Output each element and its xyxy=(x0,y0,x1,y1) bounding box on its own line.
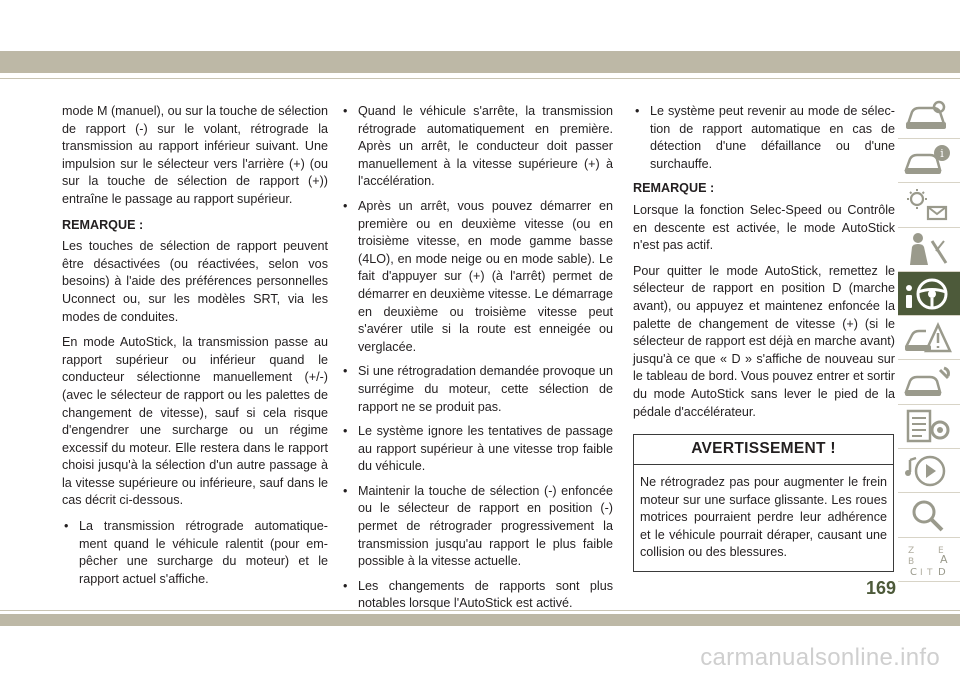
steering-wheel-icon xyxy=(902,275,952,312)
index-letter: C xyxy=(910,566,917,578)
index-letter: T xyxy=(927,567,933,578)
index-letter: D xyxy=(938,566,946,578)
warning-title: AVERTISSEMENT ! xyxy=(634,435,893,465)
multimedia-icon xyxy=(902,452,952,489)
paragraph: Lorsque la fonction Selec-Speed ou Contrôle en descente est activée, le mode AutoStick n'est pas actif. xyxy=(633,202,895,253)
search-index-icon xyxy=(902,497,952,534)
text-column-1 xyxy=(62,103,328,595)
bullet-item: • La transmission rétrograde automatiquement quand le véhicule ralentit (pour empêcher une surcharge du moteur) et le rapport actuel s'affiche. xyxy=(62,518,328,588)
chapter-tabs xyxy=(898,95,960,582)
paragraph: Les touches de sélection de rapport peuvent être désactivées (ou réactivées, selon vos besoins) à l'aide des préférences personnelles Uconnect ou, sur les modèles SRT, via les modes de conduites. xyxy=(62,239,328,324)
bullet-item: • Maintenir la touche de sélection (-) enfoncée ou le sélecteur de rapport en position (-) permet de rétrograder progressivement la transmission jusqu'au rapport le plus faible possible à la vitesse actuelle. xyxy=(341,483,613,571)
index-letter: Z xyxy=(908,545,915,556)
top-decorative-band xyxy=(0,51,960,73)
chapter-tab-active[interactable] xyxy=(898,272,960,315)
bullet-item: • Quand le véhicule s'arrête, la transmission rétrograde automatiquement en première. Après un arrêt, le conducteur doit passer manuellement à la vitesse supérieure (+) à l'accélération. xyxy=(341,103,613,191)
safety-seatbelt-icon xyxy=(902,231,952,268)
car-key-icon xyxy=(902,98,952,135)
page-number: 169 xyxy=(865,578,896,598)
index-letter: E xyxy=(938,545,944,556)
chapter-tab[interactable] xyxy=(898,361,960,404)
text-column-3 xyxy=(633,103,895,429)
paragraph: mode M (manuel), ou sur la touche de sélection de rapport (-) sur le volant, rétrograde la transmission au rapport inférieur suivant. Une impulsion sur le sélecteur vers l'arrière (+) (ou sur la touche de sélection de rapport (+)) entraîne le passage au rapport supérieur. xyxy=(62,104,329,206)
language-index-icon xyxy=(902,541,952,578)
bullet-item: • Le système peut revenir au mode de sélection de rapport automatique en cas de détection d'une défaillance ou d'une surchauffe. xyxy=(633,103,895,173)
chapter-tab[interactable] xyxy=(898,184,960,227)
index-letter: A xyxy=(940,552,948,566)
bullet-item: • Après un arrêt, vous pouvez démarrer en première ou en deuxième vitesse (ou en troisième vitesse, en mode gamme basse (4LO), en mode neige ou en mode sable). Le fait d'appuyer sur (+) (à l'arrêt) permet de démarrer en deuxième vitesse. Le démarrage en deuxième ou troisième vitesse peut s'avérer utile si la route est enneigée ou verglacée. xyxy=(341,198,613,356)
warning-triangle-icon xyxy=(902,319,952,356)
bullet-item: • Le système ignore les tentatives de passage au rapport supérieur à une vitesse trop faible du véhicule. xyxy=(341,423,613,476)
note-label: REMARQUE : xyxy=(633,181,715,196)
index-letter: I xyxy=(920,567,923,578)
car-info-icon xyxy=(902,142,952,179)
note-label: REMARQUE : xyxy=(62,217,144,232)
bottom-decorative-band xyxy=(0,614,960,626)
chapter-tab[interactable] xyxy=(898,538,960,581)
text-column-2 xyxy=(341,103,613,620)
dashboard-lights-icon xyxy=(902,187,952,224)
watermark: carmanualsonline.info xyxy=(700,644,940,671)
chapter-tab[interactable] xyxy=(898,405,960,448)
chapter-tab[interactable] xyxy=(898,95,960,138)
index-letter: B xyxy=(908,556,915,567)
service-checklist-icon xyxy=(902,408,952,445)
chapter-tab[interactable] xyxy=(898,449,960,492)
chapter-tab[interactable] xyxy=(898,228,960,271)
paragraph: En mode AutoStick, la transmission passe au rapport supérieur ou inférieur quand le conducteur sélectionne manuellement (+/-) (avec le sélecteur de rapport ou les palettes de changement de vitesse), sauf si cela risque d'engendrer une surcharge ou un régime excessif du moteur. Elle restera dans le rapport choisi jusqu'à la sélection d'un autre passage à la vitesse supérieure ou inférieure, sauf dans le cas décrit ci-dessous. xyxy=(62,335,328,508)
bullet-item: • Si une rétrogradation demandée provoque un surrégime du moteur, cette sélection de rapport ne se produit pas. xyxy=(341,363,613,416)
car-wrench-icon xyxy=(902,364,952,401)
top-rule xyxy=(0,78,960,79)
svg-text:i: i xyxy=(940,147,944,161)
bullet-item: • Les changements de rapports sont plus notables lorsque l'AutoStick est activé. xyxy=(341,578,613,613)
warning-body: Ne rétrogradez pas pour augmenter le frein moteur sur une surface glissante. Les roues motrices pourraient perdre leur adhérence et le véhicule pourrait déraper, causant une collision ou des blessures. xyxy=(640,475,887,560)
chapter-tab[interactable] xyxy=(898,316,960,359)
chapter-tab[interactable] xyxy=(898,494,960,537)
bottom-rule xyxy=(0,610,960,611)
paragraph: Pour quitter le mode AutoStick, remettez le sélecteur de rapport en position D (marche avant), ou appuyez et maintenez enfoncée la palette de changement de vitesse (+) (si le sélecteur de rapport est déjà en marche avant) jusqu'à ce que « D » s'affiche de nouveau sur le tableau de bord. Vous pouvez entrer et sortir du mode AutoStick sans lever le pied de la pédale d'accélérateur. xyxy=(633,263,895,419)
warning-box xyxy=(633,434,894,572)
chapter-tab[interactable] xyxy=(898,139,960,182)
